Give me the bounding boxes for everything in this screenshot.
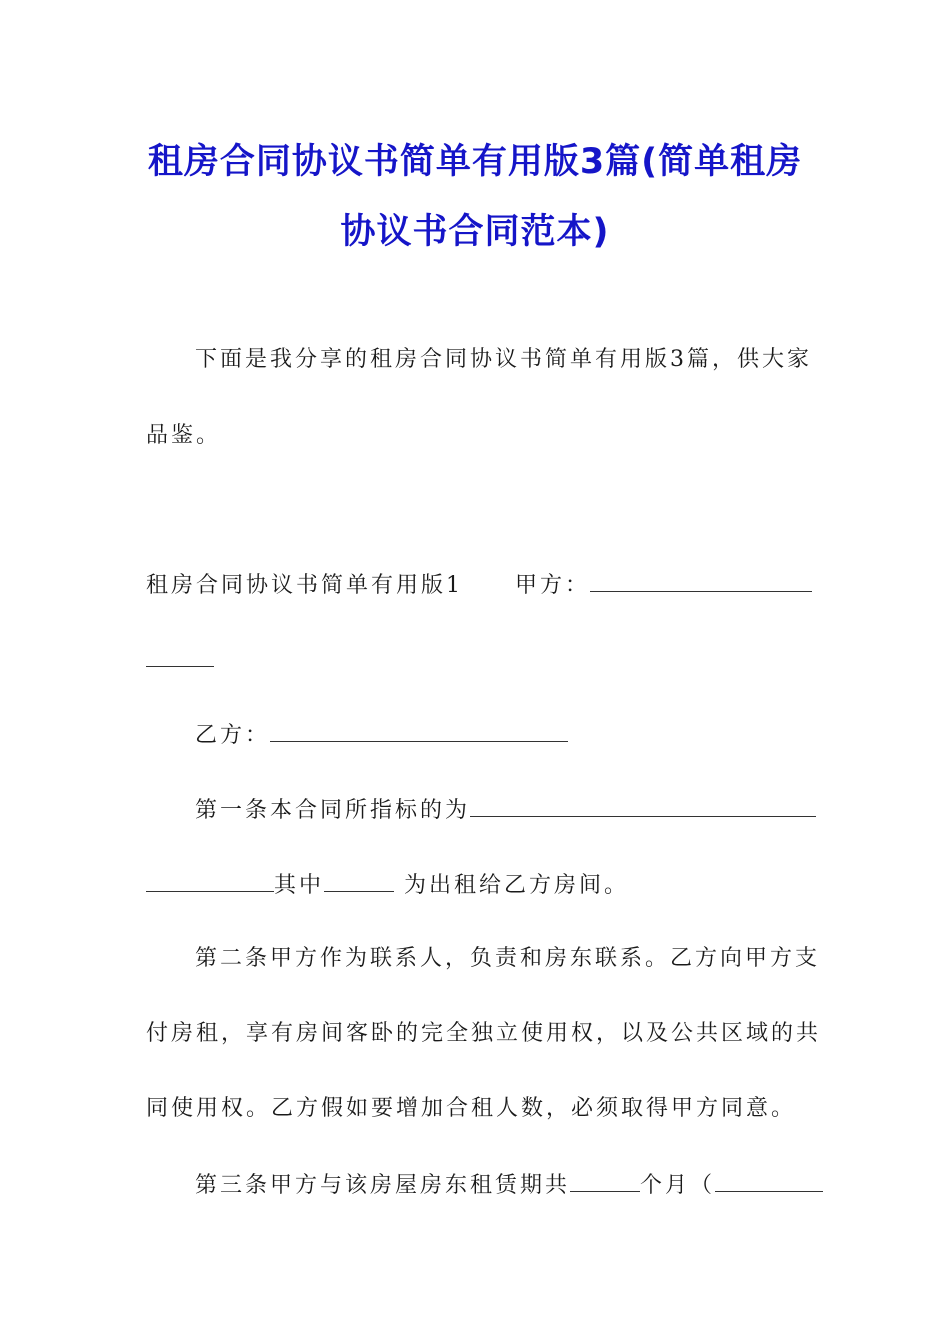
article-1-row-2	[146, 869, 629, 901]
article-1-text: 第一条本合同所指标的为	[195, 798, 471, 823]
document-title-line-1: 租房合同协议书简单有用版3篇(简单租房	[147, 142, 803, 182]
party-b-row	[195, 719, 568, 751]
party-b-blank[interactable]	[270, 719, 568, 742]
intro-paragraph-line-1: 下面是我分享的租房合同协议书简单有用版3篇，供大家	[195, 347, 812, 372]
article-1-room-blank[interactable]	[324, 869, 394, 892]
article-3-months-blank[interactable]	[570, 1169, 640, 1192]
party-a-blank-continuation-row	[146, 644, 214, 676]
document-title-line-2: 协议书合同范本)	[340, 212, 610, 252]
article-1-row-1	[195, 794, 816, 826]
article-3-period-blank[interactable]	[715, 1169, 823, 1192]
article-3-text: 第三条甲方与该房屋房东租赁期共	[195, 1173, 571, 1198]
article-2-line-3: 同使用权。乙方假如要增加合租人数，必须取得甲方同意。	[146, 1096, 797, 1121]
party-a-label: 甲方：	[515, 573, 591, 598]
article-2-line-2: 付房租，享有房间客卧的完全独立使用权，以及公共区域的共	[146, 1021, 822, 1046]
section-heading: 租房合同协议书简单有用版1	[146, 573, 463, 598]
party-a-blank[interactable]	[590, 569, 812, 592]
contract-1-heading-row	[146, 569, 812, 601]
article-3-row-1	[195, 1169, 823, 1201]
article-1-end-text: 为出租给乙方房间。	[394, 873, 630, 898]
article-3-mid-text: 个月（	[640, 1173, 716, 1198]
article-1-mid-text: 其中	[274, 873, 325, 898]
party-a-blank-continued[interactable]	[146, 644, 214, 667]
article-1-subject-blank[interactable]	[470, 794, 816, 817]
party-b-label: 乙方：	[195, 723, 271, 748]
article-1-subject-blank-continued[interactable]	[146, 869, 274, 892]
intro-paragraph-line-2: 品鉴。	[146, 423, 222, 448]
article-2-line-1: 第二条甲方作为联系人，负责和房东联系。乙方向甲方支	[195, 946, 821, 971]
